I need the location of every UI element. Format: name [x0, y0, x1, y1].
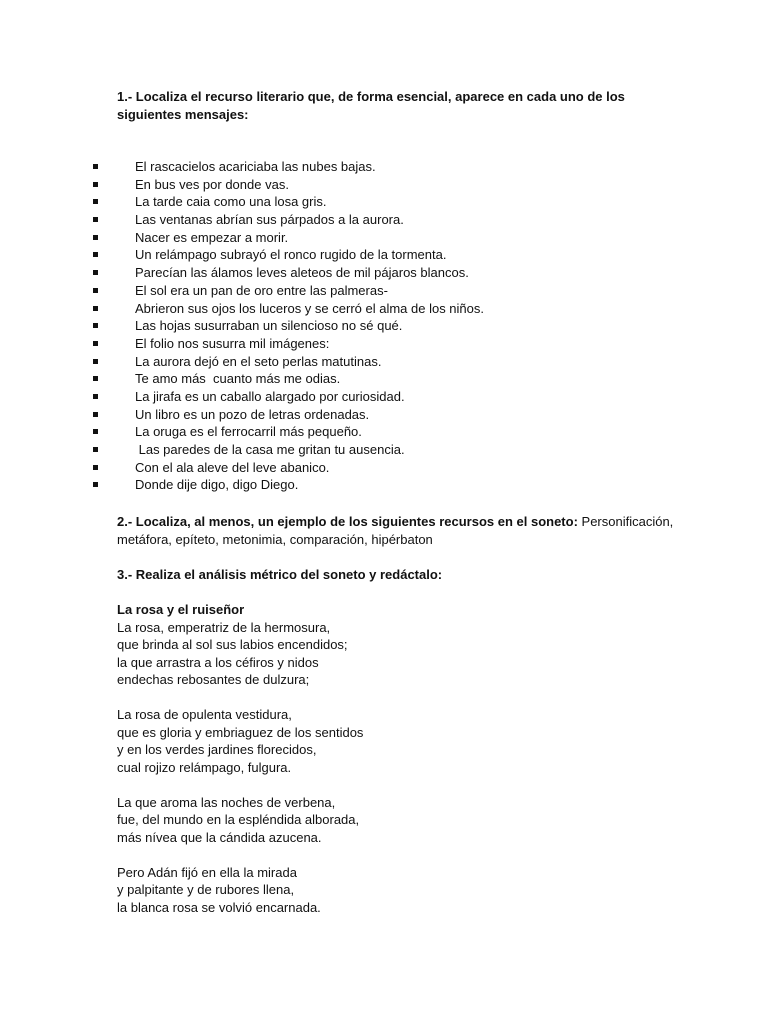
poem-line: La rosa, emperatriz de la hermosura,	[117, 619, 331, 635]
list-item	[0, 459, 768, 477]
list-item	[0, 441, 768, 459]
square-bullet-icon	[93, 270, 98, 275]
list-item-text: Te amo más cuanto más me odias.	[135, 371, 341, 387]
list-item	[0, 211, 768, 229]
list-item	[0, 229, 768, 247]
list-item-text: El sol era un pan de oro entre las palmeras-	[135, 282, 388, 298]
list-item	[0, 158, 768, 176]
poem-line: la que arrastra a los céfiros y nidos	[117, 654, 319, 670]
list-item	[0, 388, 768, 406]
poem-stanza-4	[117, 864, 677, 917]
list-item	[0, 246, 768, 264]
question-2-resources: Personificación, metáfora, epíteto, metonimia, comparación, hipérbaton	[117, 514, 674, 547]
list-item	[0, 176, 768, 194]
square-bullet-icon	[93, 199, 98, 204]
square-bullet-icon	[93, 429, 98, 434]
list-item-text: Parecían las álamos leves aleteos de mil pájaros blancos.	[135, 265, 469, 281]
list-item-text: Abrieron sus ojos los luceros y se cerró el alma de los niños.	[135, 300, 484, 316]
list-item-text: Donde dije digo, digo Diego.	[135, 477, 299, 493]
poem-line: y palpitante y de rubores llena,	[117, 882, 295, 897]
poem-line: que es gloria y embriaguez de los sentidos	[117, 724, 364, 740]
list-item-text: El rascacielos acariciaba las nubes bajas.	[135, 159, 376, 174]
square-bullet-icon	[93, 252, 98, 257]
question-2-heading: 2.- Localiza, al menos, un ejemplo de los siguientes recursos en el soneto:	[117, 514, 578, 529]
square-bullet-icon	[93, 394, 98, 399]
list-item-text: Las hojas susurraban un silencioso no sé qué.	[135, 318, 403, 334]
list-item	[0, 476, 768, 494]
list-item	[0, 193, 768, 211]
list-item-text: Un relámpago subrayó el ronco rugido de la tormenta.	[135, 247, 447, 263]
poem-stanza-3	[117, 794, 677, 847]
poem-line: Pero Adán fijó en ella la mirada	[117, 864, 297, 880]
square-bullet-icon	[93, 288, 98, 293]
square-bullet-icon	[93, 235, 98, 240]
list-item	[0, 282, 768, 300]
list-item	[0, 406, 768, 424]
square-bullet-icon	[93, 341, 98, 346]
poem-line: La rosa de opulenta vestidura,	[117, 707, 292, 722]
list-item-text: La aurora dejó en el seto perlas matutinas.	[135, 353, 382, 369]
square-bullet-icon	[93, 376, 98, 381]
poem-line: que brinda al sol sus labios encendidos;	[117, 637, 348, 652]
square-bullet-icon	[93, 164, 98, 169]
poem-line: más nívea que la cándida azucena.	[117, 829, 322, 845]
question-3: 3.- Realiza el análisis métrico del soneto y redáctalo:	[117, 567, 443, 582]
poem-line: la blanca rosa se volvió encarnada.	[117, 899, 321, 915]
square-bullet-icon	[93, 412, 98, 417]
list-item-text: Un libro es un pozo de letras ordenadas.	[135, 406, 370, 422]
list-item-text: El folio nos susurra mil imágenes:	[135, 335, 330, 351]
list-item-text: Las ventanas abrían sus párpados a la aurora.	[135, 212, 404, 228]
bullet-list	[0, 158, 768, 494]
list-item	[0, 353, 768, 371]
poem-stanza-1	[117, 619, 677, 689]
square-bullet-icon	[93, 482, 98, 487]
poem-line: endechas rebosantes de dulzura;	[117, 672, 310, 687]
list-item-text: Con el ala aleve del leve abanico.	[135, 459, 330, 475]
square-bullet-icon	[93, 182, 98, 187]
list-item	[0, 335, 768, 353]
list-item-text: La oruga es el ferrocarril más pequeño.	[135, 424, 362, 440]
square-bullet-icon	[93, 306, 98, 311]
poem-stanza-2	[117, 706, 677, 776]
list-item-text: En bus ves por donde vas.	[135, 176, 289, 192]
square-bullet-icon	[93, 217, 98, 222]
poem-line: y en los verdes jardines florecidos,	[117, 742, 317, 757]
list-item-text: La jirafa es un caballo alargado por curiosidad.	[135, 388, 405, 404]
poem	[117, 601, 677, 934]
list-item-text: Las paredes de la casa me gritan tu ausencia.	[135, 442, 405, 457]
poem-line: fue, del mundo en la espléndida alborada,	[117, 812, 360, 827]
list-item-text: Nacer es empezar a morir.	[135, 229, 289, 245]
square-bullet-icon	[93, 359, 98, 364]
poem-line: La que aroma las noches de verbena,	[117, 794, 336, 810]
list-item	[0, 370, 768, 388]
list-item-text: La tarde caia como una losa gris.	[135, 194, 327, 210]
question-2	[117, 513, 677, 549]
list-item	[0, 300, 768, 318]
poem-line: cual rojizo relámpago, fulgura.	[117, 759, 292, 775]
square-bullet-icon	[93, 323, 98, 328]
square-bullet-icon	[93, 465, 98, 470]
poem-title: La rosa y el ruiseñor	[117, 602, 245, 617]
list-item	[0, 423, 768, 441]
question-1: 1.- Localiza el recurso literario que, de forma esencial, aparece en cada uno de los siguientes mensajes:	[117, 89, 625, 122]
square-bullet-icon	[93, 447, 98, 452]
list-item	[0, 264, 768, 282]
list-item	[0, 317, 768, 335]
